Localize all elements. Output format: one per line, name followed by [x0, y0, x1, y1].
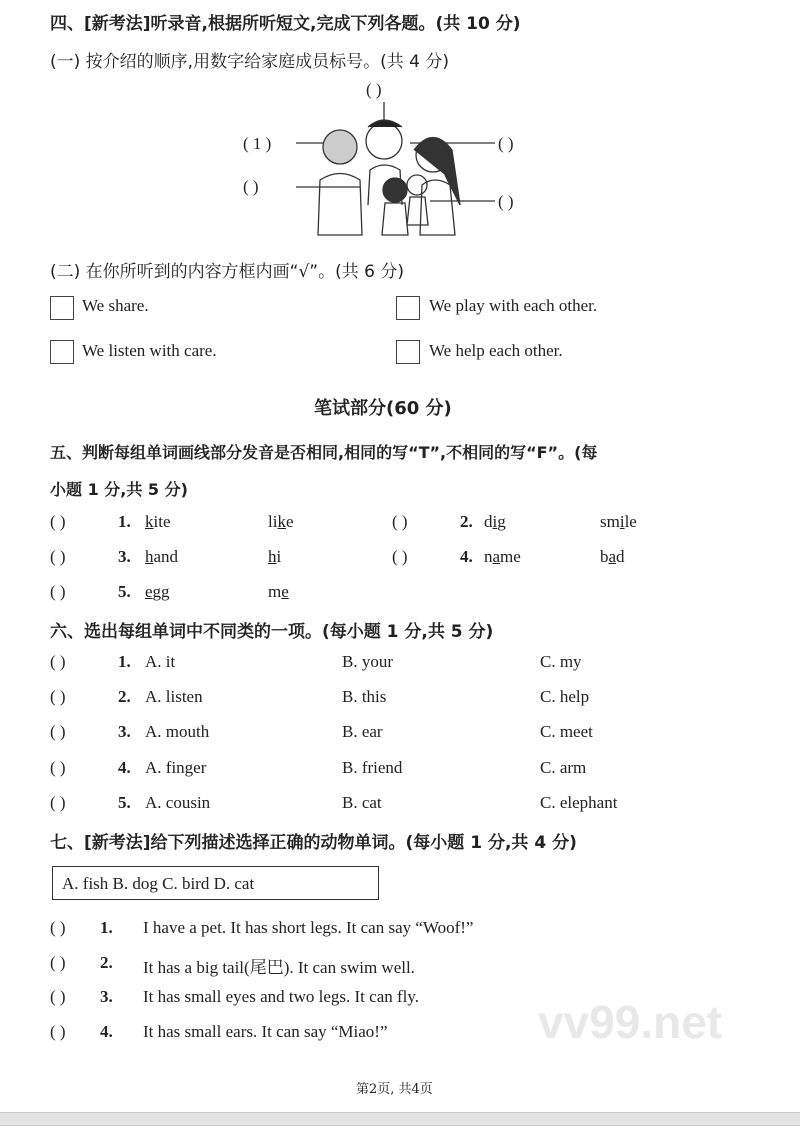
- checkbox-listen[interactable]: [50, 340, 74, 364]
- option-c: C. elephant: [540, 792, 618, 812]
- answer-blank[interactable]: ( ): [50, 582, 66, 601]
- label-baby[interactable]: ( ): [498, 192, 514, 211]
- section4-title: 四、[新考法]听录音,根据所听短文,完成下列各题。(共 10 分): [50, 14, 521, 34]
- section5-title: 五、判断每组单词画线部分发音是否相同,相同的写“T”,不相同的写“F”。(每: [50, 443, 598, 462]
- item-number: 4.: [118, 757, 131, 777]
- answer-blank[interactable]: ( ): [50, 757, 66, 777]
- item-number: 5.: [118, 582, 131, 601]
- answer-blank[interactable]: ( ): [50, 1022, 66, 1042]
- item-number: 4.: [100, 1022, 113, 1042]
- answer-blank[interactable]: ( ): [392, 512, 408, 531]
- word: dig: [484, 512, 506, 531]
- question-text: I have a pet. It has short legs. It can say “Woof!”: [143, 918, 474, 937]
- word-1: [484, 547, 521, 567]
- item-number: 3.: [100, 987, 113, 1007]
- question-text: It has small eyes and two legs. It can fly.: [143, 987, 420, 1007]
- item-number: 5.: [118, 792, 131, 812]
- option-b: B. friend: [342, 757, 403, 777]
- answer-blank[interactable]: ( ): [50, 722, 66, 742]
- section4-part1: (一) 按介绍的顺序,用数字给家庭成员标号。(共 4 分): [50, 52, 449, 72]
- word-2: [268, 582, 289, 602]
- answer-blank[interactable]: ( ): [50, 512, 66, 531]
- option-label: We play with each other.: [429, 296, 598, 315]
- option-a: A. finger: [145, 757, 207, 777]
- choices-box: A. fish B. dog C. bird D. cat: [52, 866, 379, 900]
- label-grandma[interactable]: ( 1 ): [243, 134, 272, 153]
- answer-blank[interactable]: ( ): [50, 952, 66, 972]
- page-footer: 第2页, 共4页: [356, 1082, 433, 1097]
- option-b: B. this: [342, 687, 387, 707]
- item-number: 1.: [100, 918, 113, 937]
- option-a: A. listen: [145, 687, 203, 707]
- word: egg: [145, 582, 170, 601]
- option-c: C. help: [540, 687, 590, 707]
- checkbox-we-share[interactable]: [50, 296, 74, 320]
- family-picture: [0, 75, 800, 240]
- option-b: B. your: [342, 652, 393, 671]
- answer-blank[interactable]: ( ): [50, 687, 66, 707]
- word: smile: [600, 512, 637, 531]
- word-1: [484, 512, 506, 532]
- checkbox-play[interactable]: [396, 296, 420, 320]
- question-text: It has a big tail(尾巴). It can swim well.: [143, 957, 415, 977]
- option-a: A. it: [145, 652, 176, 671]
- option-label: We share.: [82, 296, 149, 315]
- word-1: [145, 512, 171, 532]
- answer-blank[interactable]: ( ): [50, 987, 66, 1007]
- answer-blank[interactable]: ( ): [392, 547, 408, 566]
- item-number: 1.: [118, 652, 131, 671]
- word: me: [268, 582, 289, 601]
- option-c: C. meet: [540, 722, 593, 742]
- item-number: 3.: [118, 547, 131, 566]
- item-number: 3.: [118, 722, 131, 742]
- item-number: 4.: [460, 547, 473, 566]
- section7-title: 七、[新考法]给下列描述选择正确的动物单词。(每小题 1 分,共 4 分): [50, 833, 577, 853]
- option-label: We help each other.: [429, 341, 563, 360]
- page-separator: [0, 1112, 800, 1126]
- word-2: [268, 512, 294, 532]
- word-1: [145, 582, 170, 602]
- label-girl[interactable]: ( ): [243, 177, 259, 196]
- option-c: C. my: [540, 652, 582, 671]
- answer-blank[interactable]: ( ): [50, 547, 66, 566]
- answer-blank[interactable]: ( ): [50, 652, 66, 671]
- word: like: [268, 512, 294, 531]
- word-2: [600, 547, 625, 567]
- section6-title: 六、选出每组单词中不同类的一项。(每小题 1 分,共 5 分): [50, 622, 494, 642]
- word-2: [600, 512, 637, 532]
- item-number: 2.: [118, 687, 131, 707]
- label-top[interactable]: ( ): [366, 80, 382, 99]
- word-2: [268, 547, 281, 567]
- word: hand: [145, 547, 179, 566]
- section5-title-cont: 小题 1 分,共 5 分): [50, 480, 188, 499]
- question-text: It has small ears. It can say “Miao!”: [143, 1022, 388, 1042]
- section4-part2: (二) 在你所听到的内容方框内画“√”。(共 6 分): [50, 262, 405, 282]
- option-a: A. mouth: [145, 722, 210, 742]
- word: name: [484, 547, 521, 566]
- word: hi: [268, 547, 282, 566]
- option-b: B. cat: [342, 792, 382, 812]
- written-part-title: 笔试部分(60 分): [314, 398, 452, 419]
- checkbox-help[interactable]: [396, 340, 420, 364]
- option-a: A. cousin: [145, 792, 211, 812]
- answer-blank[interactable]: ( ): [50, 792, 66, 812]
- option-c: C. arm: [540, 757, 587, 777]
- word: kite: [145, 512, 171, 531]
- answer-blank[interactable]: ( ): [50, 918, 66, 937]
- item-number: 2.: [100, 952, 113, 972]
- word-1: [145, 547, 178, 567]
- option-label: We listen with care.: [82, 341, 217, 360]
- option-b: B. ear: [342, 722, 383, 742]
- label-mother[interactable]: ( ): [498, 134, 514, 153]
- word: bad: [600, 547, 625, 566]
- watermark: vv99.net: [538, 996, 723, 1048]
- item-number: 2.: [460, 512, 473, 531]
- item-number: 1.: [118, 512, 131, 531]
